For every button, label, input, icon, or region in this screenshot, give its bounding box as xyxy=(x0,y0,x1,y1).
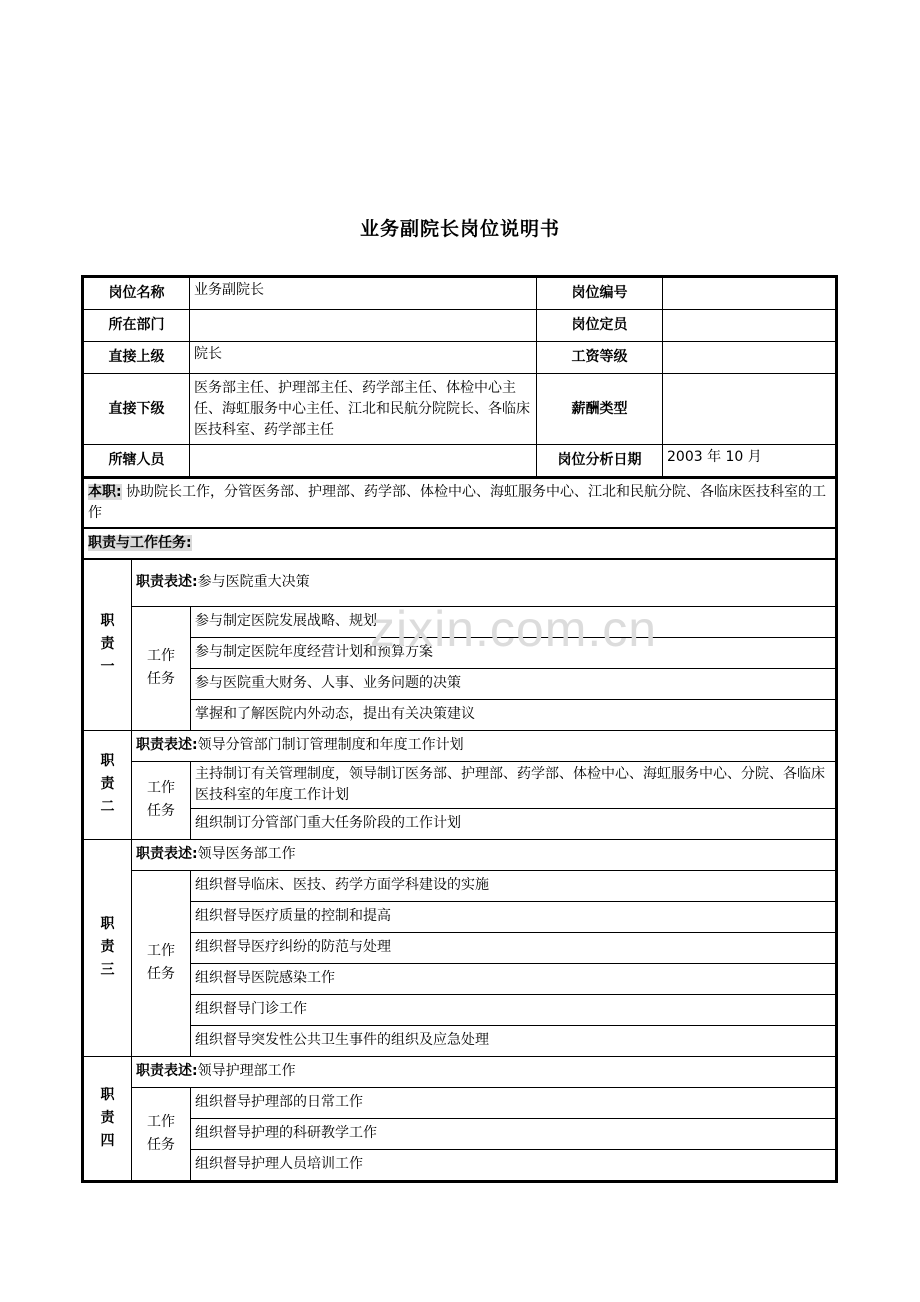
post-name-label: 岗位名称 xyxy=(84,278,190,310)
task-label-line: 工作 xyxy=(147,780,175,796)
task-row xyxy=(84,1118,836,1149)
duty-label-char: 责 xyxy=(100,636,115,653)
task-item: 参与制定医院年度经营计划和预算方案 xyxy=(191,637,836,668)
duty-label-char: 责 xyxy=(100,939,115,955)
dept-value xyxy=(190,310,537,342)
duty-label-char: 二 xyxy=(100,799,115,815)
task-item: 组织督导医疗纠纷的防范与处理 xyxy=(191,932,836,963)
info-row xyxy=(84,278,836,310)
task-label-line: 任务 xyxy=(147,671,175,687)
duty-description xyxy=(132,1056,836,1087)
staff-label: 所辖人员 xyxy=(84,445,190,477)
dept-label: 所在部门 xyxy=(84,310,190,342)
task-row xyxy=(84,637,836,668)
task-item: 组织督导护理部的日常工作 xyxy=(191,1087,836,1118)
subordinate-label: 直接下级 xyxy=(84,374,190,445)
task-row xyxy=(84,963,836,994)
task-label-line: 工作 xyxy=(147,1113,175,1130)
duty-label-char: 四 xyxy=(100,1132,115,1149)
duty-description-label: 职责表述: xyxy=(136,737,198,753)
core-duty-label: 本职: xyxy=(88,484,122,500)
info-row xyxy=(84,342,836,374)
duty-description-row xyxy=(84,730,836,761)
task-row xyxy=(84,932,836,963)
duty-label-char: 三 xyxy=(100,962,115,978)
task-item: 组织督导医院感染工作 xyxy=(191,963,836,994)
duty-label-char: 责 xyxy=(100,1109,115,1126)
task-item: 组织制订分管部门重大任务阶段的工作计划 xyxy=(191,808,836,839)
post-no-label: 岗位编号 xyxy=(537,278,663,310)
job-description-form xyxy=(81,275,838,1183)
analysis-date-value: 2003 年 10 月 xyxy=(663,445,836,477)
duty-description xyxy=(132,559,836,606)
task-item: 参与制定医院发展战略、规划 xyxy=(191,606,836,637)
duty-description xyxy=(132,839,836,870)
duty-label-char: 一 xyxy=(100,659,115,676)
task-row xyxy=(84,668,836,699)
task-row xyxy=(84,870,836,901)
task-item: 参与医院重大财务、人事、业务问题的决策 xyxy=(191,668,836,699)
analysis-date-label: 岗位分析日期 xyxy=(537,445,663,477)
pay-type-label: 薪酬类型 xyxy=(537,374,663,445)
task-label-line: 任务 xyxy=(147,1136,175,1153)
task-item: 组织督导突发性公共卫生事件的组织及应急处理 xyxy=(191,1025,836,1056)
page-title: 业务副院长岗位说明书 xyxy=(359,218,560,240)
duty-description-row xyxy=(84,559,836,606)
duty-label xyxy=(84,730,132,839)
task-row xyxy=(84,994,836,1025)
task-row xyxy=(84,1149,836,1180)
grade-label: 工资等级 xyxy=(537,342,663,374)
superior-label: 直接上级 xyxy=(84,342,190,374)
task-label-line: 任务 xyxy=(147,966,175,982)
task-label xyxy=(132,1087,191,1180)
task-item: 主持制订有关管理制度，领导制订医务部、护理部、药学部、体检中心、海虹服务中心、分院、各临床医技科室的年度工作计划 xyxy=(191,761,836,808)
task-row xyxy=(84,808,836,839)
duty-description-row xyxy=(84,1056,836,1087)
pay-type-value xyxy=(663,374,836,445)
duty-label xyxy=(84,1056,132,1180)
duty-description xyxy=(132,730,836,761)
duty-label-char: 责 xyxy=(100,776,115,792)
task-row xyxy=(84,606,836,637)
duty-description-label: 职责表述: xyxy=(136,846,198,862)
duty-description-text: 参与医院重大决策 xyxy=(197,574,310,591)
section-header: 职责与工作任务: xyxy=(88,535,192,551)
duty-label-char: 职 xyxy=(100,613,115,630)
duty-description-text: 领导护理部工作 xyxy=(197,1063,296,1079)
duty-description-row xyxy=(84,839,836,870)
duties-table xyxy=(83,477,836,1181)
core-duty-text: 协助院长工作，分管医务部、护理部、药学部、体检中心、海虹服务中心、江北和民航分院、各临床医技科室的工作 xyxy=(88,484,827,521)
staff-value xyxy=(190,445,537,477)
info-row xyxy=(84,310,836,342)
duties-body xyxy=(84,559,836,1180)
task-item: 组织督导临床、医技、药学方面学科建设的实施 xyxy=(191,870,836,901)
duty-description-label: 职责表述: xyxy=(136,574,198,591)
task-label-line: 工作 xyxy=(147,648,175,664)
post-no-value xyxy=(663,278,836,310)
task-row xyxy=(84,761,836,808)
duty-label xyxy=(84,559,132,730)
task-label xyxy=(132,606,191,730)
task-row xyxy=(84,699,836,730)
task-item: 组织督导护理人员培训工作 xyxy=(191,1149,836,1180)
task-item: 掌握和了解医院内外动态，提出有关决策建议 xyxy=(191,699,836,730)
duty-description-text: 领导医务部工作 xyxy=(197,846,296,862)
info-row xyxy=(84,374,836,445)
quota-label: 岗位定员 xyxy=(537,310,663,342)
superior-value: 院长 xyxy=(190,342,537,374)
task-item: 组织督导医疗质量的控制和提高 xyxy=(191,901,836,932)
post-name-value: 业务副院长 xyxy=(190,278,537,310)
core-duty-row xyxy=(84,478,836,528)
duty-label-char: 职 xyxy=(100,753,115,769)
basic-info-table xyxy=(83,277,836,477)
task-label xyxy=(132,870,191,1056)
info-row xyxy=(84,445,836,477)
subordinate-value: 医务部主任、护理部主任、药学部主任、体检中心主任、海虹服务中心主任、江北和民航分院院长、各临床医技科室、药学部主任 xyxy=(190,374,537,445)
task-label-line: 任务 xyxy=(147,803,175,819)
duty-label-char: 职 xyxy=(100,1086,115,1103)
task-item: 组织督导门诊工作 xyxy=(191,994,836,1025)
duty-description-text: 领导分管部门制订管理制度和年度工作计划 xyxy=(197,737,464,753)
duty-description-label: 职责表述: xyxy=(136,1063,198,1079)
section-header-row xyxy=(84,528,836,559)
grade-value xyxy=(663,342,836,374)
watermark: zixin.com.cn xyxy=(370,601,658,657)
duty-label-char: 职 xyxy=(100,916,115,932)
task-item: 组织督导护理的科研教学工作 xyxy=(191,1118,836,1149)
duty-label xyxy=(84,839,132,1056)
task-row xyxy=(84,1025,836,1056)
quota-value xyxy=(663,310,836,342)
task-label-line: 工作 xyxy=(147,943,175,959)
task-row xyxy=(84,1087,836,1118)
task-row xyxy=(84,901,836,932)
task-label xyxy=(132,761,191,839)
